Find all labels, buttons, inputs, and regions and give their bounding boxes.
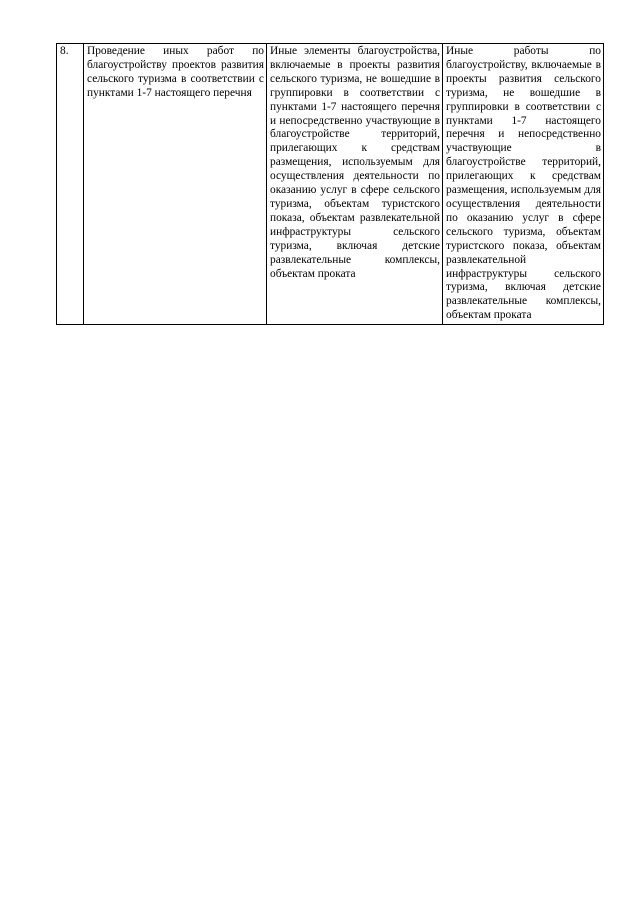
row-number: 8.	[60, 45, 69, 57]
table-row	[57, 44, 604, 325]
elements-cell	[267, 44, 443, 325]
work-name-cell	[84, 44, 267, 325]
work-name-text: Проведение иных работ по благоустройству проектов развития сельского туризма в соответствии с пунктами 1-7 настоящего перечня	[87, 45, 264, 99]
works-text: Иные работы по благоустройству, включаемые в проекты развития сельского туризма, не вошедшие в группировки в соответствии с пунктами 1-7 настоящего перечня и непосредственно участвующие в благоустройстве территорий, прилегающих к средствам размещения, используемым для осуществления деятельности по оказанию услуг в сфере сельского туризма, объектам туристского показа, объектам развлекательной инфраструктуры сельского туризма, включая детские развлекательные комплексы, объектам проката	[446, 45, 601, 322]
improvement-works-table	[56, 43, 604, 325]
row-number-cell	[57, 44, 84, 325]
works-cell	[443, 44, 604, 325]
elements-text: Иные элементы благоустройства, включаемые в проекты развития сельского туризма, не вошедшие в группировки в соответствии с пунктами 1-7 настоящего перечня и непосредственно участвующие в благоустройстве территорий, прилегающих к средствам размещения, используемым для осуществления деятельности по оказанию услуг в сфере сельского туризма, объектам туристского показа, объектам развлекательной инфраструктуры сельского туризма, включая детские развлекательные комплексы, объектам проката	[270, 45, 440, 280]
